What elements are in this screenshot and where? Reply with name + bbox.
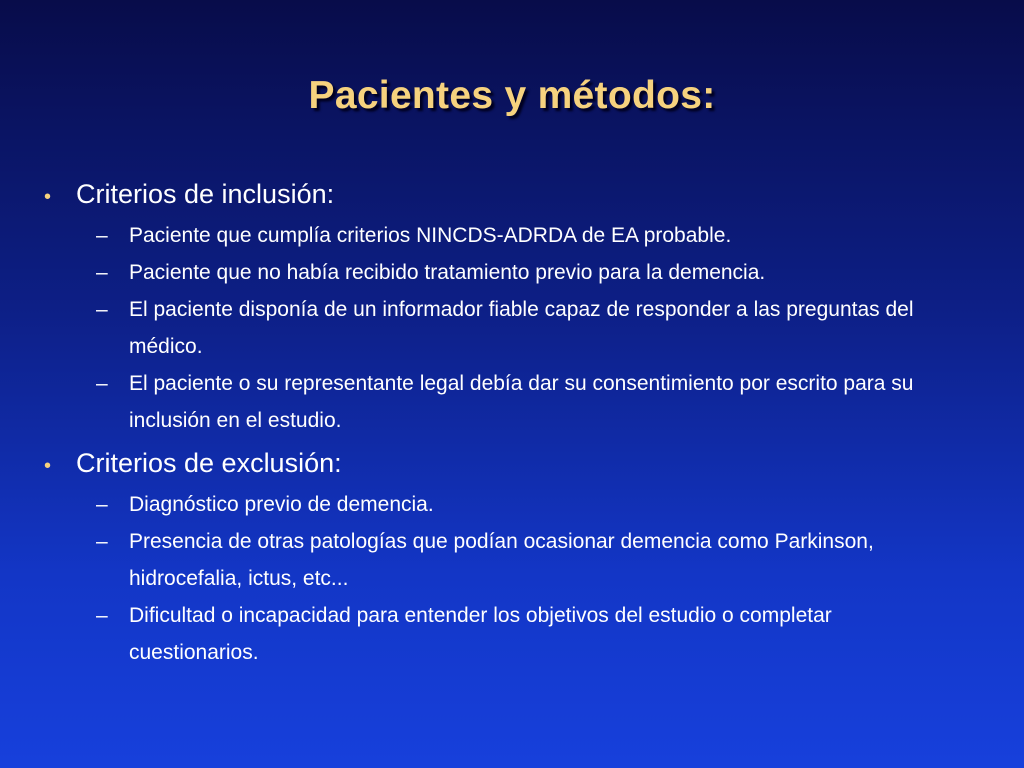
- list-item-text: Presencia de otras patologías que podían ocasionar demencia como Parkinson, hidrocefalia, ictus, etc...: [129, 530, 874, 590]
- list-item: [96, 365, 984, 439]
- inclusion-criteria-heading: Criterios de inclusión:: [76, 179, 335, 209]
- bullet-item: [44, 445, 984, 484]
- dash-icon: –: [96, 261, 108, 284]
- list-item-text: El paciente o su representante legal debía dar su consentimiento por escrito para su inclusión en el estudio.: [129, 372, 914, 432]
- slide-title: Pacientes y métodos:: [308, 74, 716, 117]
- exclusion-criteria-section: [44, 445, 984, 671]
- list-item: [96, 291, 984, 365]
- bullet-item: [44, 176, 984, 215]
- list-item-text: El paciente disponía de un informador fiable capaz de responder a las preguntas del médico.: [129, 298, 914, 358]
- list-item: [96, 597, 984, 671]
- dash-icon: –: [96, 530, 108, 553]
- dash-icon: –: [96, 493, 108, 516]
- list-item-text: Paciente que no había recibido tratamiento previo para la demencia.: [129, 261, 766, 284]
- inclusion-criteria-section: [44, 176, 984, 439]
- bullet-icon: •: [44, 186, 52, 208]
- list-item-text: Paciente que cumplía criterios NINCDS-ADRDA de EA probable.: [129, 224, 732, 247]
- list-item: [96, 486, 984, 523]
- dash-icon: –: [96, 604, 108, 627]
- exclusion-criteria-list: [44, 486, 984, 671]
- list-item: [96, 217, 984, 254]
- exclusion-criteria-heading: Criterios de exclusión:: [76, 448, 342, 478]
- bullet-icon: •: [44, 455, 52, 477]
- dash-icon: –: [96, 224, 108, 247]
- list-item-text: Diagnóstico previo de demencia.: [129, 493, 434, 516]
- dash-icon: –: [96, 298, 108, 321]
- list-item: [96, 523, 984, 597]
- dash-icon: –: [96, 372, 108, 395]
- slide-content: [44, 176, 984, 671]
- list-item-text: Dificultad o incapacidad para entender los objetivos del estudio o completar cuestionarios.: [129, 604, 832, 664]
- inclusion-criteria-list: [44, 217, 984, 439]
- list-item: [96, 254, 984, 291]
